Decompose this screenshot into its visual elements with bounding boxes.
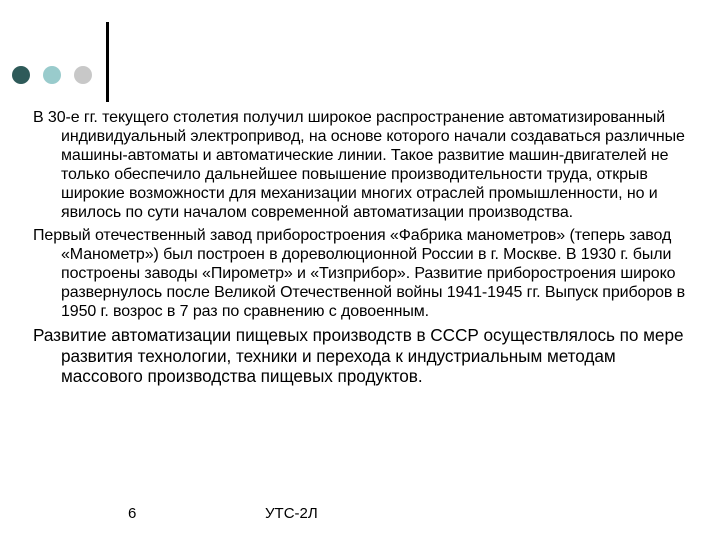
decor-dot-gray bbox=[74, 66, 92, 84]
page-number: 6 bbox=[128, 505, 137, 522]
paragraph-electric-drive: В 30-е гг. текущего столетия получил широкое распространение автоматизированный индивидуальный электропривод, на основе которого начали создаваться различные машины-автоматы и автоматические линии. Такое развитие машин-двигателей не только обеспечило дальнейшее повышение производительности труда, открыв широкие возможности для механизации многих отраслей промышленности, но и явилось по сути началом современной автоматизации производства. bbox=[33, 109, 685, 221]
slide-content bbox=[33, 108, 693, 387]
decor-vertical-line bbox=[106, 22, 109, 102]
paragraph-instrument-making: Первый отечественный завод приборостроения «Фабрика манометров» (теперь завод «Манометр») был построен в дореволюционной России в г. Москве. В 1930 г. были построены заводы «Пирометр» и «Тизприбор». Развитие приборостроения широко развернулось после Великой Отечественной войны 1941-1945 гг. Выпуск приборов в 1950 г. возрос в 7 раз по сравнению с довоенным. bbox=[33, 227, 686, 320]
decor-dot-teal bbox=[43, 66, 61, 84]
decor-dot-dark bbox=[12, 66, 30, 84]
paragraph-food-automation: Развитие автоматизации пищевых производств в СССР осуществлялось по мере развития технологии, техники и перехода к индустриальным методам массового производства пищевых продуктов. bbox=[33, 325, 684, 386]
footer-label: УТС-2Л bbox=[265, 505, 318, 522]
